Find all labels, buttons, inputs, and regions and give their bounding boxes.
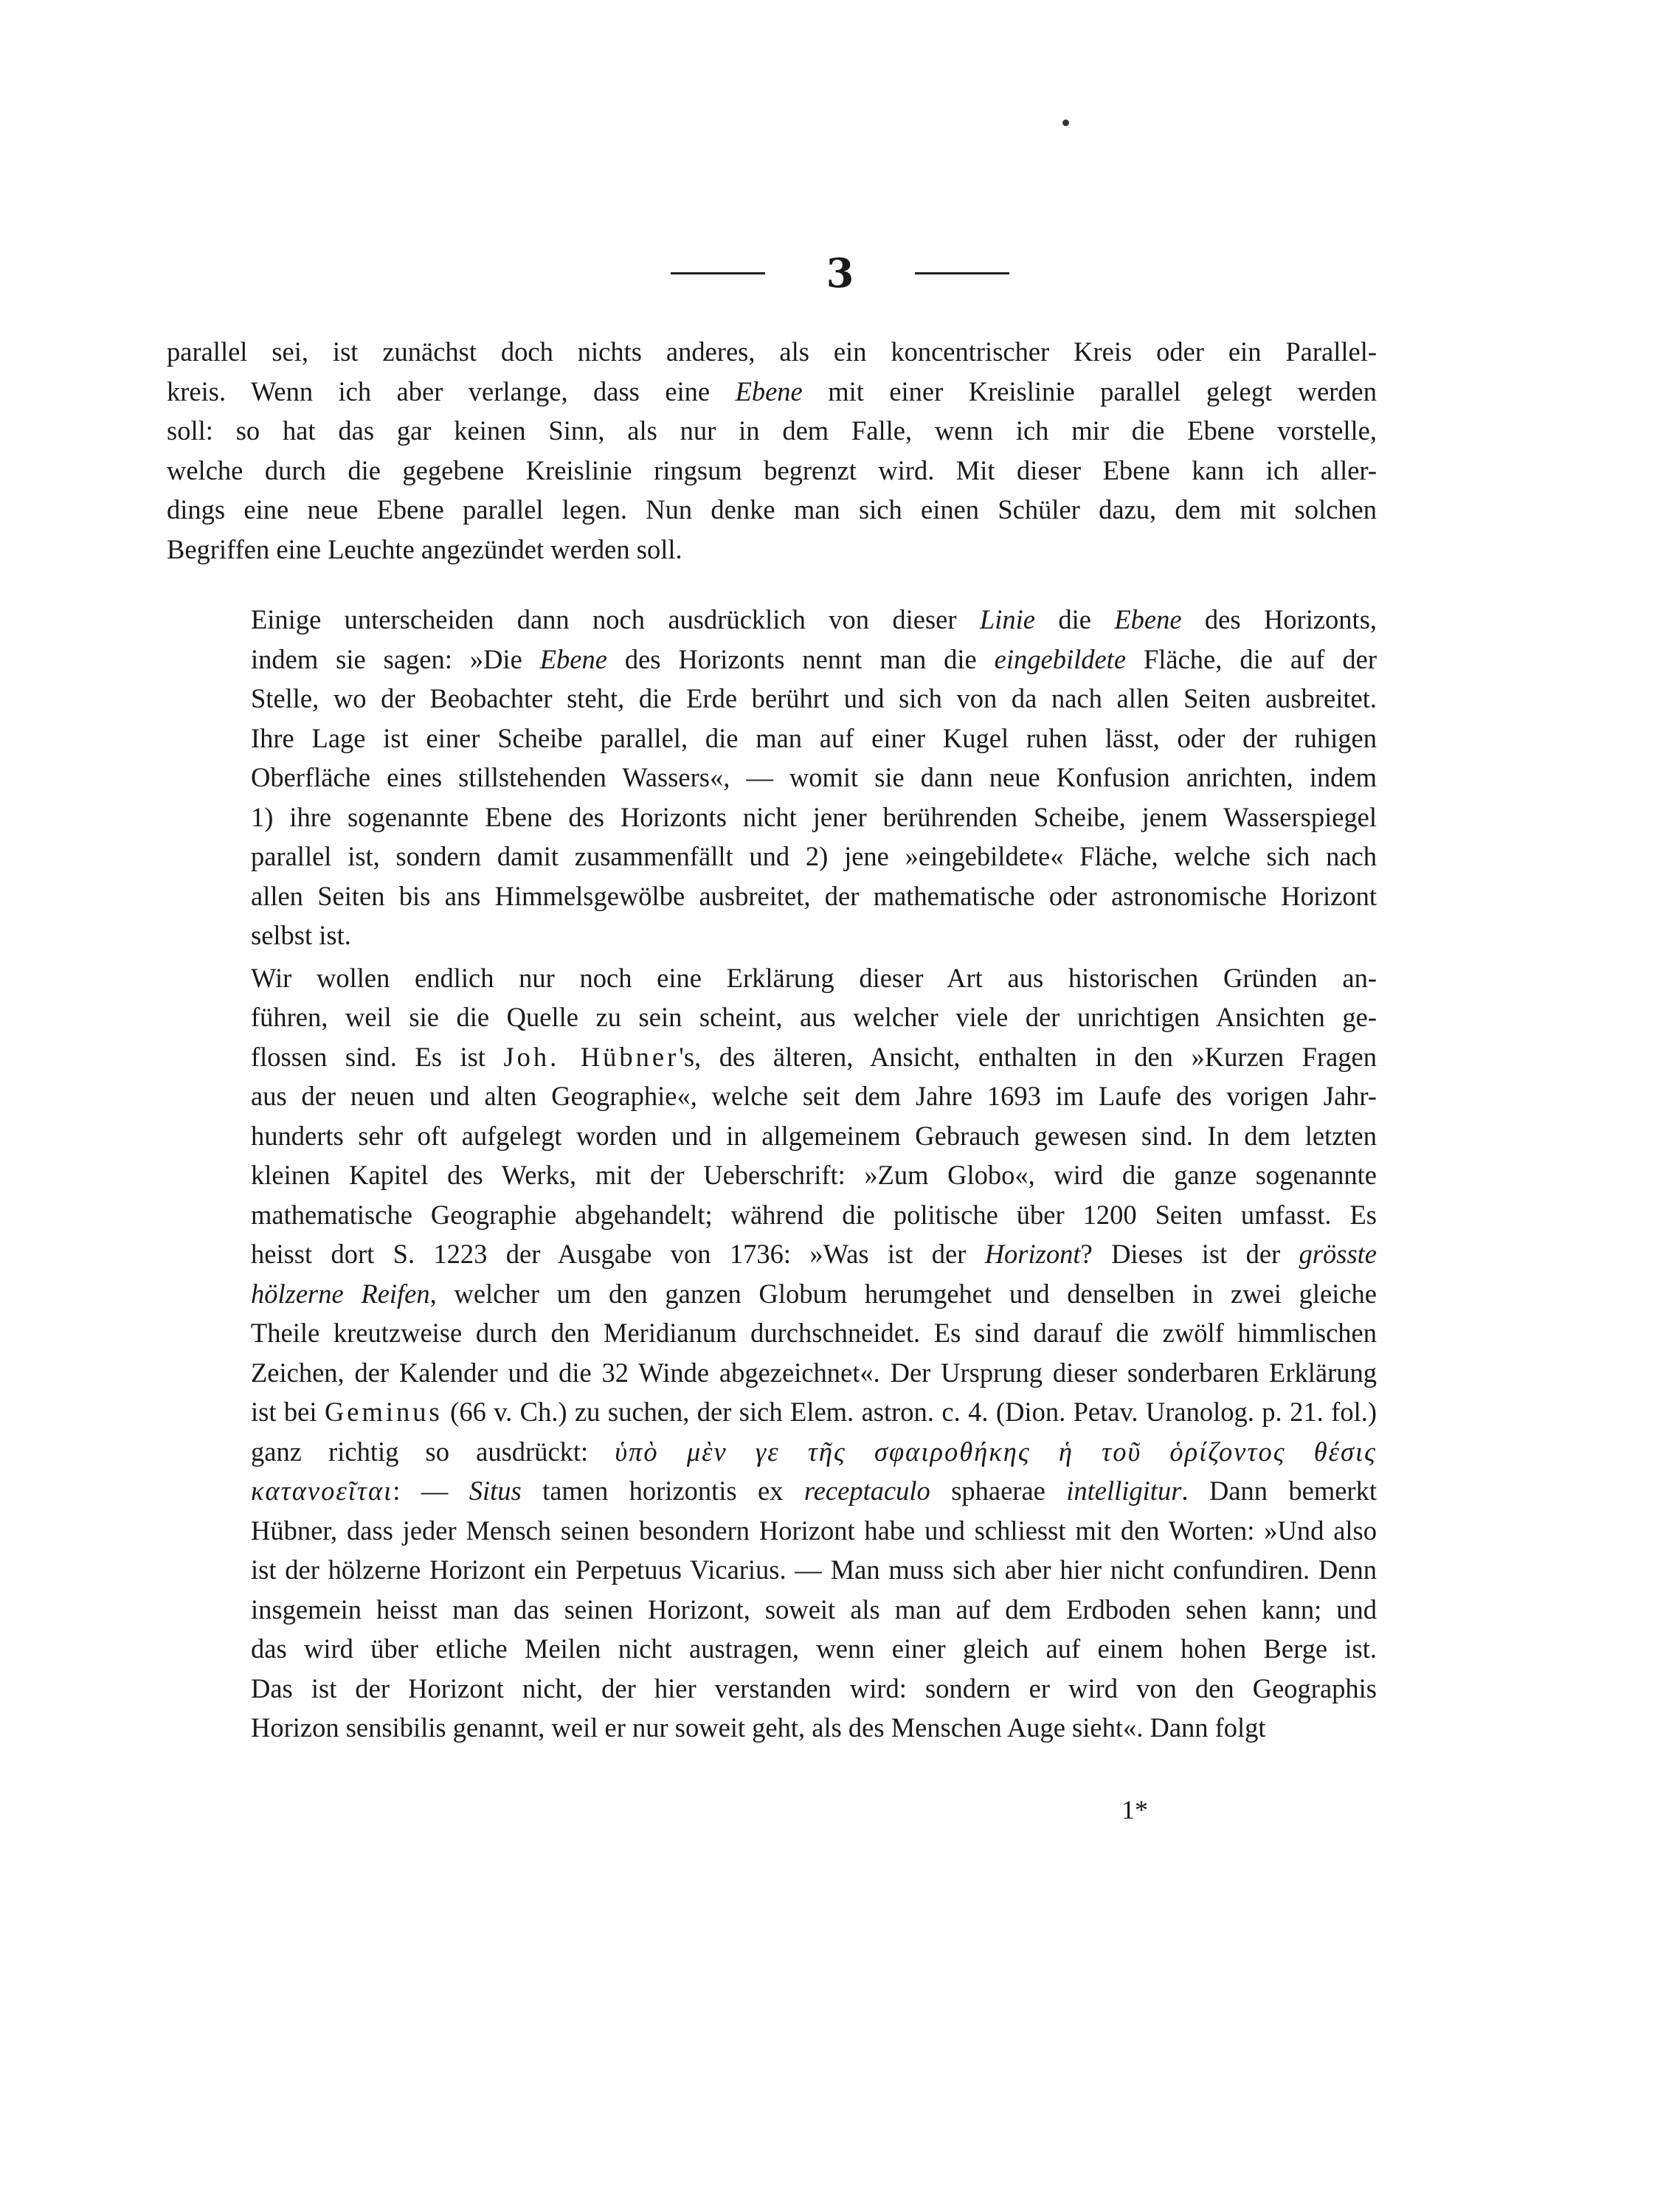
text-line — [167, 837, 1377, 876]
header-rule-left — [671, 272, 765, 274]
italic-term: Ebene — [1114, 604, 1182, 634]
text-run: flossen sind. Es ist — [251, 1041, 504, 1072]
text-run: 's, des älteren, Ansicht, enthalten in den »Kurzen Fragen — [679, 1041, 1377, 1072]
italic-term: hölzerne Reifen — [251, 1278, 430, 1309]
italic-term: intelligitur — [1066, 1476, 1182, 1506]
text-run: mathematische Geographie abgehandelt; während die politische über 1200 Seiten umfasst. Es — [251, 1199, 1377, 1230]
italic-term: grösste — [1299, 1239, 1377, 1269]
text-line — [167, 451, 1377, 491]
text-run: tamen horizontis ex — [521, 1476, 804, 1506]
italic-term: Ebene — [735, 376, 803, 407]
greek-quote: κατανοεῖται — [251, 1476, 393, 1506]
text-run: hunderts sehr oft aufgelegt worden und in allgemeinem Gebrauch gewesen sind. In dem letzten — [251, 1120, 1377, 1151]
page-number: 3 — [826, 249, 854, 297]
text-line — [167, 1669, 1377, 1709]
text-run: Wir wollen endlich nur noch eine Erklärung dieser Art aus historischen Gründen an- — [251, 962, 1377, 993]
text-run: die — [1034, 604, 1115, 634]
text-line — [167, 1511, 1377, 1551]
text-line — [167, 1234, 1377, 1274]
text-line — [167, 372, 1377, 412]
paragraph — [167, 600, 1377, 955]
text-run: Oberfläche eines stillstehenden Wassers«, — womit sie dann neue Konfusion anrichten, indem — [251, 762, 1377, 792]
paragraph — [167, 958, 1377, 1748]
text-line — [167, 679, 1377, 719]
text-run: ist bei — [251, 1397, 325, 1427]
text-line — [167, 490, 1377, 530]
italic-term: Horizont — [984, 1239, 1081, 1269]
text-line — [167, 1392, 1377, 1432]
text-run: kreis. Wenn ich aber verlange, dass eine — [167, 376, 736, 407]
text-line — [167, 1313, 1377, 1353]
text-line — [167, 916, 1377, 955]
text-run: , welcher um den ganzen Globum herumgehet und denselben in zwei gleiche — [429, 1278, 1377, 1309]
text-run: soll: so hat das gar keinen Sinn, als nur in dem Falle, wenn ich mir die Ebene vorstelle, — [167, 415, 1377, 446]
text-line — [167, 1274, 1377, 1314]
italic-term: Ebene — [539, 643, 607, 674]
text-run: : — — [393, 1476, 469, 1506]
text-line — [167, 530, 1377, 570]
text-run: indem sie sagen: »Die — [251, 643, 540, 674]
text-run: Theile kreutzweise durch den Meridianum durchschneidet. Es sind darauf die zwölf himmlischen — [251, 1318, 1377, 1348]
text-run: Einige unterscheiden dann noch ausdrücklich von dieser — [251, 604, 980, 634]
text-run: heisst dort S. 1223 der Ausgabe von 1736: »Was ist der — [251, 1239, 985, 1269]
text-run: (66 v. Ch.) zu suchen, der sich Elem. astron. c. 4. (Dion. Petav. Uranolog. p. 21. fol.) — [442, 1397, 1377, 1427]
text-run: 1) ihre sogenannte Ebene des Horizonts nicht jener berührenden Scheibe, jenem Wasserspiegel — [251, 801, 1377, 832]
text-line — [167, 758, 1377, 798]
italic-term: Linie — [979, 604, 1035, 634]
ink-speck — [1062, 120, 1069, 126]
text-run: kleinen Kapitel des Werks, mit der Ueberschrift: »Zum Globo«, wird die ganze sogenannte — [251, 1160, 1377, 1190]
text-line — [167, 332, 1377, 372]
text-run: Das ist der Horizont nicht, der hier verstanden wird: sondern er wird von den Geographis — [251, 1673, 1377, 1703]
text-line — [167, 1116, 1377, 1156]
text-run: selbst ist. — [251, 920, 351, 950]
text-run: aus der neuen und alten Geographie«, welche seit dem Jahre 1693 im Laufe des vorigen Jahr- — [251, 1081, 1377, 1111]
text-line — [167, 640, 1377, 679]
text-run: führen, weil sie die Quelle zu sein scheint, aus welcher viele der unrichtigen Ansichten ge- — [251, 1002, 1377, 1032]
text-run: ist der hölzerne Horizont ein Perpetuus Vicarius. — Man muss sich aber hier nicht confundiren. Denn — [251, 1554, 1377, 1585]
page-header — [0, 249, 1680, 301]
text-run: dings eine neue Ebene parallel legen. Nun denke man sich einen Schüler dazu, dem mit solchen — [167, 494, 1377, 525]
header-rule-right — [915, 272, 1009, 274]
text-run: Horizon sensibilis genannt, weil er nur soweit geht, als des Menschen Auge sieht«. Dann folgt — [251, 1712, 1266, 1743]
signature-mark: 1* — [1121, 1795, 1148, 1824]
paragraph — [167, 332, 1377, 569]
text-run: insgemein heisst man das seinen Horizont, soweit als man auf dem Erdboden sehen kann; und — [251, 1594, 1377, 1625]
text-run: Fläche, die auf der — [1126, 643, 1377, 674]
text-run: Begriffen eine Leuchte angezündet werden soll. — [167, 533, 682, 564]
text-run: Zeichen, der Kalender und die 32 Winde abgezeichnet«. Der Ursprung dieser sonderbaren Erklärung — [251, 1357, 1377, 1388]
text-run: Stelle, wo der Beobachter steht, die Erde berührt und sich von da nach allen Seiten ausbreitet. — [251, 683, 1377, 713]
text-run: ? Dieses ist der — [1080, 1239, 1299, 1269]
text-run: des Horizonts, — [1181, 604, 1377, 634]
text-line — [167, 1155, 1377, 1195]
text-line — [167, 997, 1377, 1037]
text-line — [167, 1076, 1377, 1116]
italic-term: receptaculo — [803, 1476, 930, 1506]
italic-term: eingebildete — [994, 643, 1127, 674]
text-line — [167, 876, 1377, 916]
text-run: ganz richtig so ausdrückt: — [251, 1436, 615, 1467]
text-body — [167, 332, 1377, 1748]
text-line — [167, 1432, 1377, 1472]
text-line — [167, 600, 1377, 640]
italic-term: Situs — [469, 1476, 522, 1506]
spaced-name: Joh. Hübner — [503, 1041, 680, 1072]
text-line — [167, 1037, 1377, 1077]
text-run: des Horizonts nennt man die — [606, 643, 995, 674]
text-line — [167, 1629, 1377, 1669]
text-line — [167, 1550, 1377, 1590]
text-run: mit einer Kreislinie parallel gelegt werden — [802, 376, 1377, 407]
text-run: das wird über etliche Meilen nicht austragen, wenn einer gleich auf einem hohen Berge ist. — [251, 1633, 1377, 1664]
text-run: Ihre Lage ist einer Scheibe parallel, die man auf einer Kugel ruhen lässt, oder der ruhigen — [251, 722, 1377, 753]
text-line — [167, 1195, 1377, 1235]
greek-quote: ὑπὸ μὲν γε τῆς σφαιροθήκης ἡ τοῦ ὁρίζοντος θέσις — [615, 1436, 1377, 1467]
text-line — [167, 411, 1377, 451]
text-line — [167, 1471, 1377, 1511]
text-run: parallel ist, sondern damit zusammenfällt und 2) jene »eingebildete« Fläche, welche sich nach — [251, 841, 1377, 871]
text-line — [167, 798, 1377, 837]
text-run: welche durch die gegebene Kreislinie ringsum begrenzt wird. Mit dieser Ebene kann ich aller- — [167, 454, 1377, 485]
text-line — [167, 958, 1377, 998]
text-line — [167, 719, 1377, 758]
text-line — [167, 1708, 1377, 1748]
text-run: allen Seiten bis ans Himmelsgewölbe ausbreitet, der mathematische oder astronomische Horizont — [251, 880, 1377, 911]
text-run: sphaerae — [930, 1476, 1067, 1506]
text-line — [167, 1590, 1377, 1630]
text-run: . Dann bemerkt — [1181, 1476, 1377, 1506]
spaced-name: Geminus — [324, 1397, 443, 1427]
text-run: Hübner, dass jeder Mensch seinen besondern Horizont habe und schliesst mit den Worten: »Und also — [251, 1515, 1377, 1546]
text-run: parallel sei, ist zunächst doch nichts anderes, als ein koncentrischer Kreis oder ein Parallel- — [167, 336, 1377, 367]
text-line — [167, 1353, 1377, 1393]
paragraph-gap — [167, 569, 1377, 600]
